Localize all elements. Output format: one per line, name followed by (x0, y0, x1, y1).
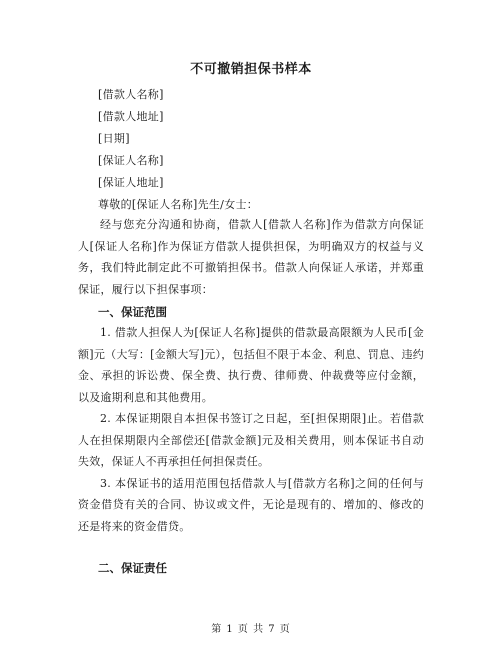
borrower-name-field: [借款人名称] (98, 88, 164, 101)
section1-item-2: 2. 本保证期限自本担保书签订之日起，至[担保期限]止。若借款人在担保期限内全部偿还[借款金额]元及相关费用，则本保证书自动失效，保证人不再承担任何担保责任。 (78, 412, 424, 468)
greeting: 尊敬的[保证人名称]先生/女士： (98, 198, 259, 211)
section2-heading: 二、保证责任 (98, 561, 167, 575)
intro-block (78, 214, 424, 300)
guarantor-name-field: [保证人名称] (98, 154, 164, 167)
intro-paragraph: 经与您充分沟通和协商，借款人[借款人名称]作为借款方向保证人[保证人名称]作为保证方借款人提供担保，为明确双方的权益与义务，我们特此制定此不可撤销担保书。借款人向保证人承诺，并郑重保证，履行以下担保事项： (78, 218, 424, 296)
borrower-address-field: [借款人地址] (98, 110, 164, 123)
section1-item-3: 3. 本保证书的适用范围包括借款人与[借款方名称]之间的任何与资金借贷有关的合同、协议或文件，无论是现有的、增加的、修改的还是将来的资金借贷。 (78, 476, 424, 533)
page-footer: 第 1 页 共 7 页 (211, 624, 291, 635)
date-field: [日期] (98, 132, 130, 145)
section1-heading: 一、保证范围 (98, 305, 167, 319)
guarantor-address-field: [保证人地址] (98, 176, 164, 189)
section1-item-1: 1. 借款人担保人为[保证人名称]提供的借款最高限额为人民币[金额]元（大写：[金额大写]元），包括但不限于本金、利息、罚息、违约金、承担的诉讼费、保全费、执行费、律师费、仲裁费等应付金额，以及逾期利息和其他费用。 (78, 326, 424, 404)
document-title: 不可撤销担保书样本 (190, 62, 312, 77)
section1-block (78, 322, 424, 537)
